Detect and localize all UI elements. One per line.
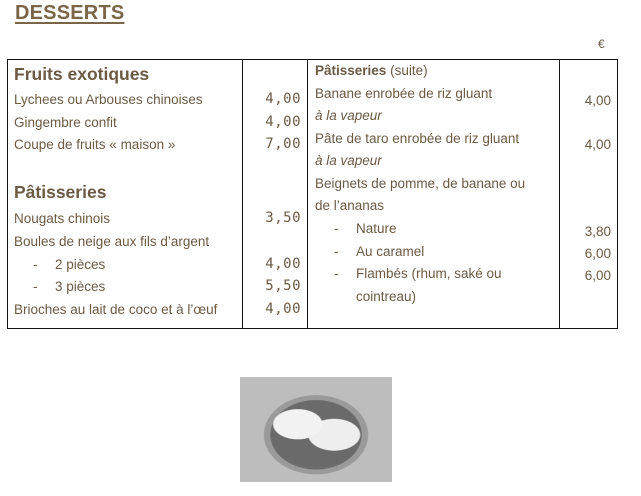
left-prices-cell bbox=[243, 60, 308, 329]
price: 4,00 bbox=[265, 301, 301, 317]
left-items-cell bbox=[8, 60, 243, 329]
price: 4,00 bbox=[265, 256, 301, 272]
menu-item: Brioches au lait de coco et à l’œuf bbox=[14, 302, 218, 317]
bullet-dash: - bbox=[334, 244, 339, 259]
bullet-dash: - bbox=[33, 257, 38, 272]
dessert-menu-table bbox=[7, 59, 618, 329]
menu-sub-item: - Au caramel bbox=[334, 244, 425, 259]
menu-item-note: à la vapeur bbox=[315, 108, 382, 123]
section-heading-patisseries: Pâtisseries bbox=[14, 182, 107, 202]
menu-item: de l’ananas bbox=[315, 198, 385, 213]
menu-sub-item: - Nature bbox=[334, 221, 397, 236]
menu-item: Boules de neige aux fils d’argent bbox=[14, 234, 210, 249]
right-prices-cell bbox=[560, 60, 618, 329]
section-heading-patisseries-suite: Pâtisseries (suite) bbox=[315, 63, 428, 78]
menu-item: Lychees ou Arbouses chinoises bbox=[14, 92, 203, 107]
price: 6,00 bbox=[584, 268, 611, 283]
price: 3,50 bbox=[265, 210, 301, 226]
bullet-dash: - bbox=[334, 221, 339, 236]
page-title: DESSERTS bbox=[15, 2, 125, 24]
menu-item: Nougats chinois bbox=[14, 211, 111, 226]
menu-sub-item-continued: cointreau) bbox=[356, 289, 417, 304]
currency-label: € bbox=[598, 37, 605, 51]
menu-item: Gingembre confit bbox=[14, 115, 117, 130]
dessert-photo bbox=[240, 377, 392, 482]
price: 5,50 bbox=[265, 278, 301, 294]
menu-item: Pâte de taro enrobée de riz gluant bbox=[315, 131, 520, 146]
menu-item: Coupe de fruits « maison » bbox=[14, 137, 176, 152]
section-heading-fruits: Fruits exotiques bbox=[14, 64, 150, 84]
menu-item: Banane enrobée de riz gluant bbox=[315, 86, 493, 101]
price: 4,00 bbox=[265, 91, 301, 107]
bullet-dash: - bbox=[334, 266, 339, 281]
price: 3,80 bbox=[584, 224, 611, 239]
menu-sub-item: - 3 pièces bbox=[33, 279, 106, 294]
price: 4,00 bbox=[584, 93, 611, 108]
right-items-cell bbox=[308, 60, 560, 329]
price: 4,00 bbox=[584, 137, 611, 152]
menu-sub-item: - 2 pièces bbox=[33, 257, 106, 272]
bullet-dash: - bbox=[33, 279, 38, 294]
price: 4,00 bbox=[265, 114, 301, 130]
menu-item: Beignets de pomme, de banane ou bbox=[315, 176, 526, 191]
menu-item-note: à la vapeur bbox=[315, 153, 382, 168]
price: 6,00 bbox=[584, 246, 611, 261]
menu-sub-item: - Flambés (rhum, saké ou bbox=[334, 266, 502, 281]
price: 7,00 bbox=[265, 136, 301, 152]
